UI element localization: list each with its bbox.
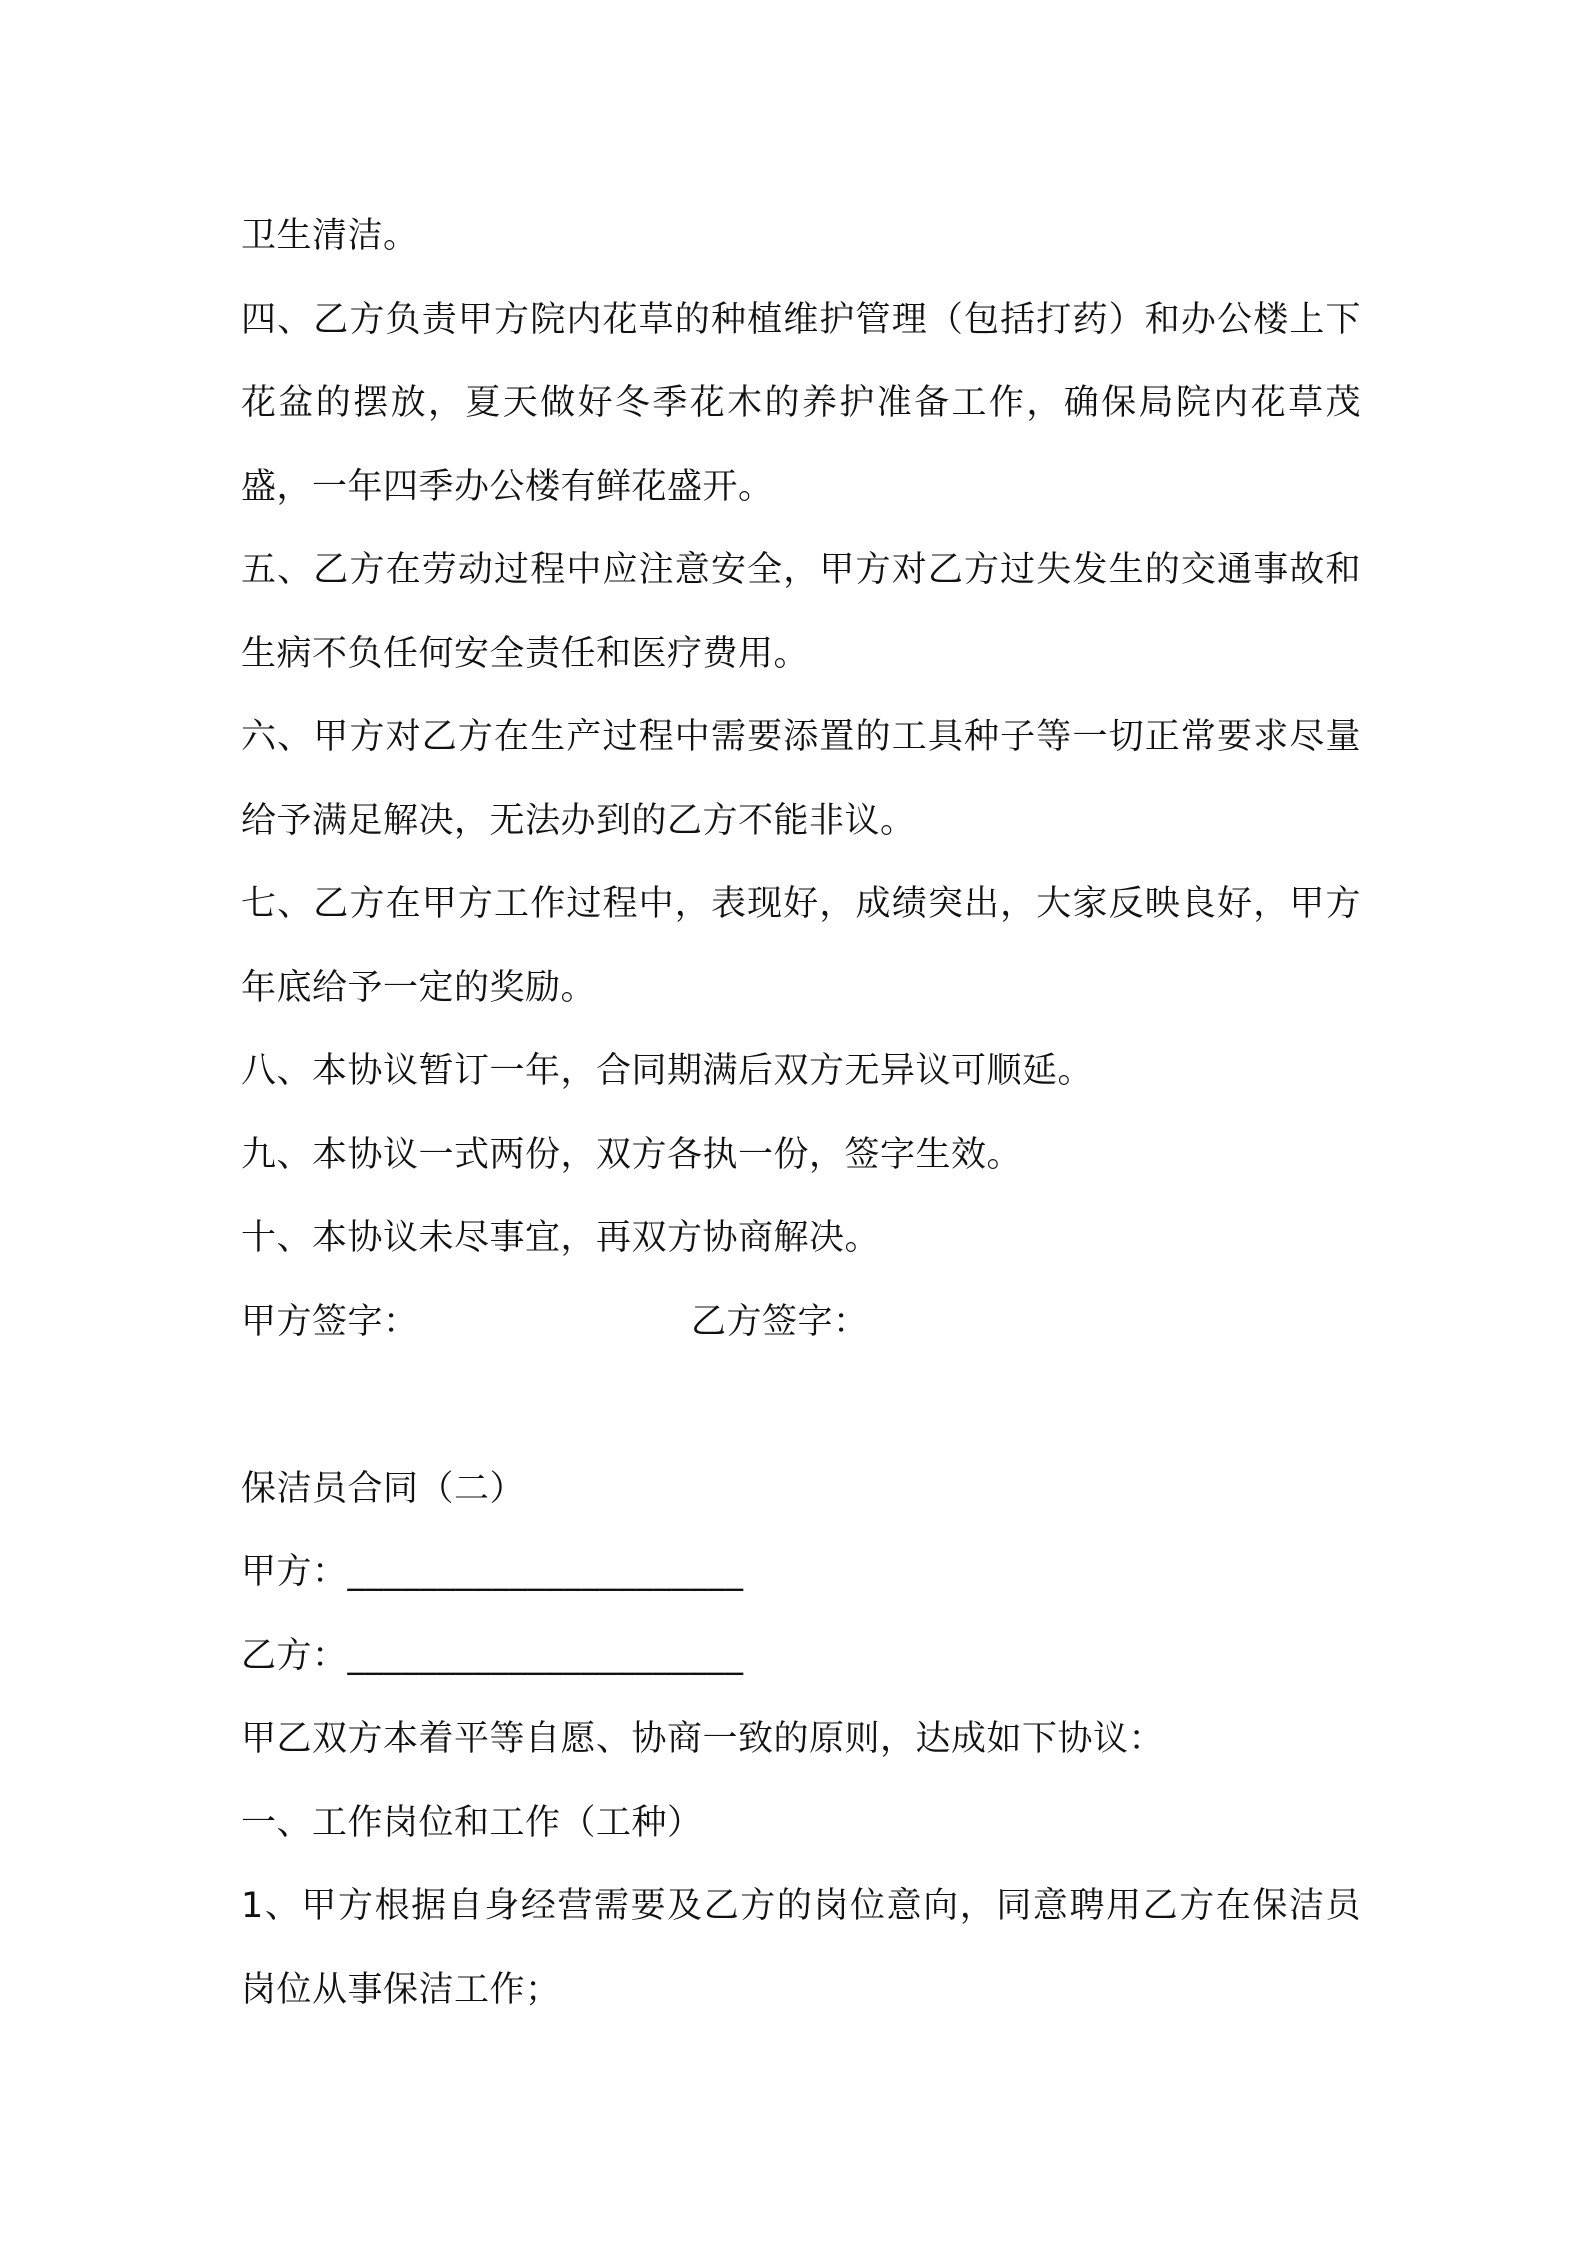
clause-1-1: 1、甲方根据自身经营需要及乙方的岗位意向，同意聘用乙方在保洁员岗位从事保洁工作； [241, 1886, 1361, 2010]
document-body [241, 195, 1361, 2032]
signature-row [241, 1281, 1361, 1365]
clause-10: 十、本协议未尽事宜，再双方协商解决。 [241, 1218, 881, 1258]
heading-work-position: 一、工作岗位和工作（工种） [241, 1802, 703, 1843]
party-a-signature-label: 甲方签字： [241, 1301, 419, 1342]
paragraph-continuation: 卫生清洁。 [241, 216, 419, 256]
party-b-line: 乙方：______________________ [241, 1635, 744, 1676]
clause-6: 六、甲方对乙方在生产过程中需要添置的工具种子等一切正常要求尽量给予满足解决，无法办到的乙方不能非议。 [241, 717, 1361, 841]
clause-9: 九、本协议一式两份，双方各执一份，签字生效。 [241, 1134, 1023, 1175]
party-a-line: 甲方：______________________ [241, 1552, 744, 1592]
preamble: 甲乙双方本着平等自愿、协商一致的原则，达成如下协议： [241, 1719, 1165, 1759]
clause-4: 四、乙方负责甲方院内花草的种植维护管理（包括打药）和办公楼上下花盆的摆放，夏天做好冬季花木的养护准备工作，确保局院内花草茂盛，一年四季办公楼有鲜花盛开。 [241, 299, 1361, 507]
clause-5: 五、乙方在劳动过程中应注意安全，甲方对乙方过失发生的交通事故和生病不负任何安全责任和医疗费用。 [241, 550, 1361, 674]
party-b-signature-label: 乙方签字： [691, 1301, 869, 1342]
clause-7: 七、乙方在甲方工作过程中，表现好，成绩突出，大家反映良好，甲方年底给予一定的奖励。 [241, 884, 1361, 1008]
section-two-title: 保洁员合同（二） [241, 1468, 526, 1509]
section-gap [241, 1364, 1361, 1448]
clause-8: 八、本协议暂订一年，合同期满后双方无异议可顺延。 [241, 1051, 1094, 1091]
